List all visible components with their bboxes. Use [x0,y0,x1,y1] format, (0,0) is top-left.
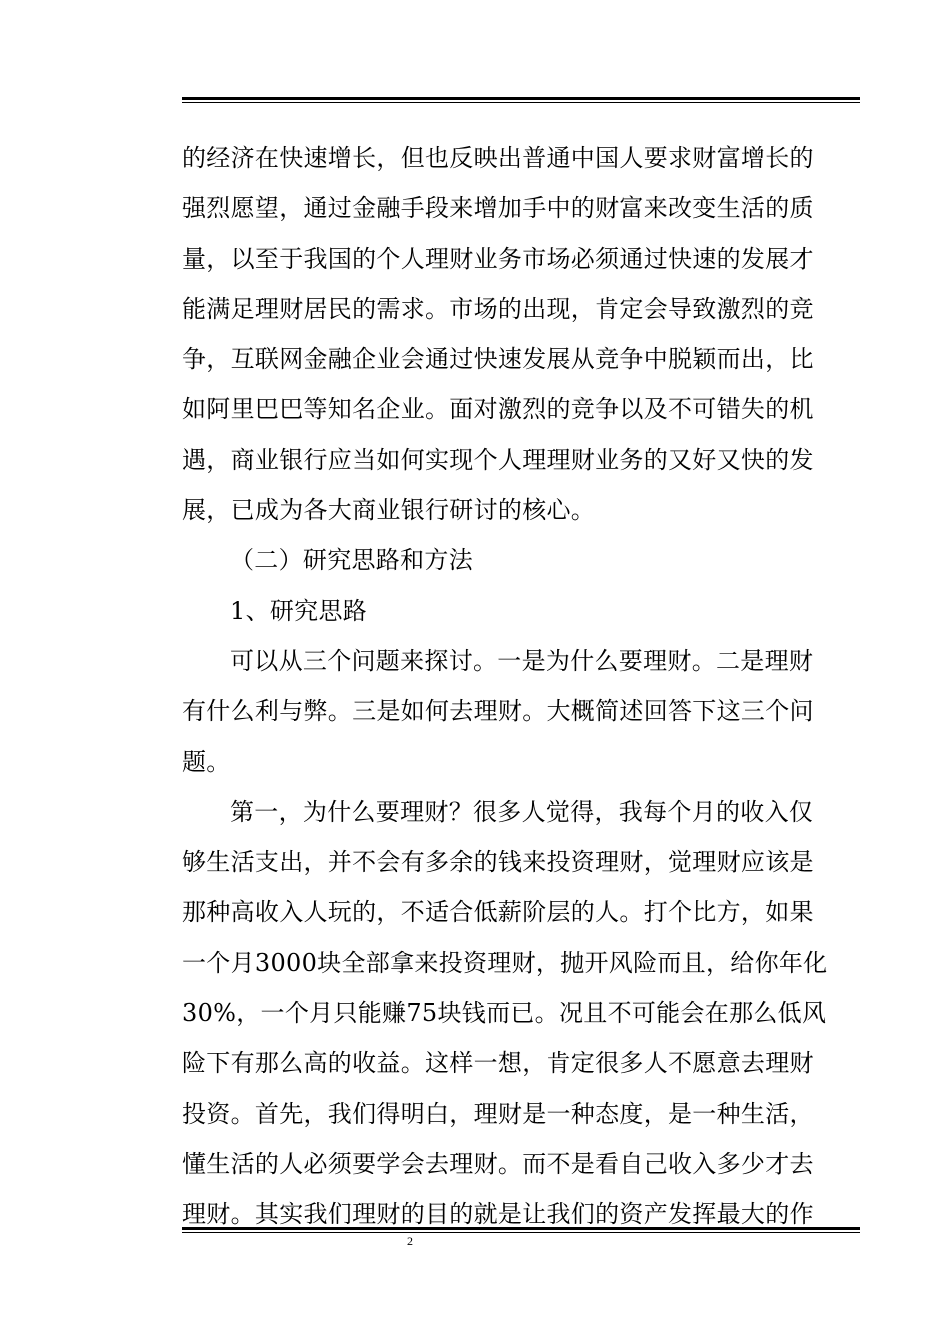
body-line: 有什么利与弊。三是如何去理财。大概简述回答下这三个问 [182,697,814,726]
body-line: 的经济在快速增长，但也反映出普通中国人要求财富增长的 [182,144,814,172]
body-line: 争，互联网金融企业会通过快速发展从竞争中脱颖而出，比 [182,345,814,374]
body-line: 量，以至于我国的个人理财业务市场必须通过快速的发展才 [182,244,814,273]
page-number: 2 [407,1234,413,1248]
body-line: 那种高收入人玩的，不适合低薪阶层的人。打个比方，如果 [182,898,814,927]
body-line: 30%，一个月只能赚75块钱而已。况且不可能会在那么低风 [182,999,827,1028]
body-line: 遇，商业银行应当如何实现个人理理财业务的又好又快的发 [182,445,814,474]
body-line: 如阿里巴巴等知名企业。面对激烈的竞争以及不可错失的机 [182,395,814,424]
body-line: 展，已成为各大商业银行研讨的核心。 [182,496,596,525]
body-line: 第一，为什么要理财？很多人觉得，我每个月的收入仅 [230,797,814,826]
footer-rule [182,1227,860,1233]
body-line: 可以从三个问题来探讨。一是为什么要理财。二是理财 [230,646,814,675]
body-line: 能满足理财居民的需求。市场的出现，肯定会导致激烈的竞 [182,294,814,323]
body-line: 理财。其实我们理财的目的就是让我们的资产发挥最大的作 [182,1200,814,1229]
body-line: 够生活支出，并不会有多余的钱来投资理财，觉理财应该是 [182,848,814,877]
section-heading: （二）研究思路和方法 [230,546,473,575]
body-line: 险下有那么高的收益。这样一想，肯定很多人不愿意去理财 [182,1049,814,1078]
body-line: 强烈愿望，通过金融手段来增加手中的财富来改变生活的质 [182,194,814,223]
subsection-heading: 1、研究思路 [230,596,368,625]
body-line: 投资。首先，我们得明白，理财是一种态度，是一种生活， [182,1099,814,1128]
body-line: 一个月3000块全部拿来投资理财，抛开风险而且，给你年化 [182,948,828,977]
body-line: 懂生活的人必须要学会去理财。而不是看自己收入多少才去 [182,1149,814,1178]
page-body [182,133,860,1240]
header-rule [182,97,860,103]
body-line: 题。 [182,747,231,776]
